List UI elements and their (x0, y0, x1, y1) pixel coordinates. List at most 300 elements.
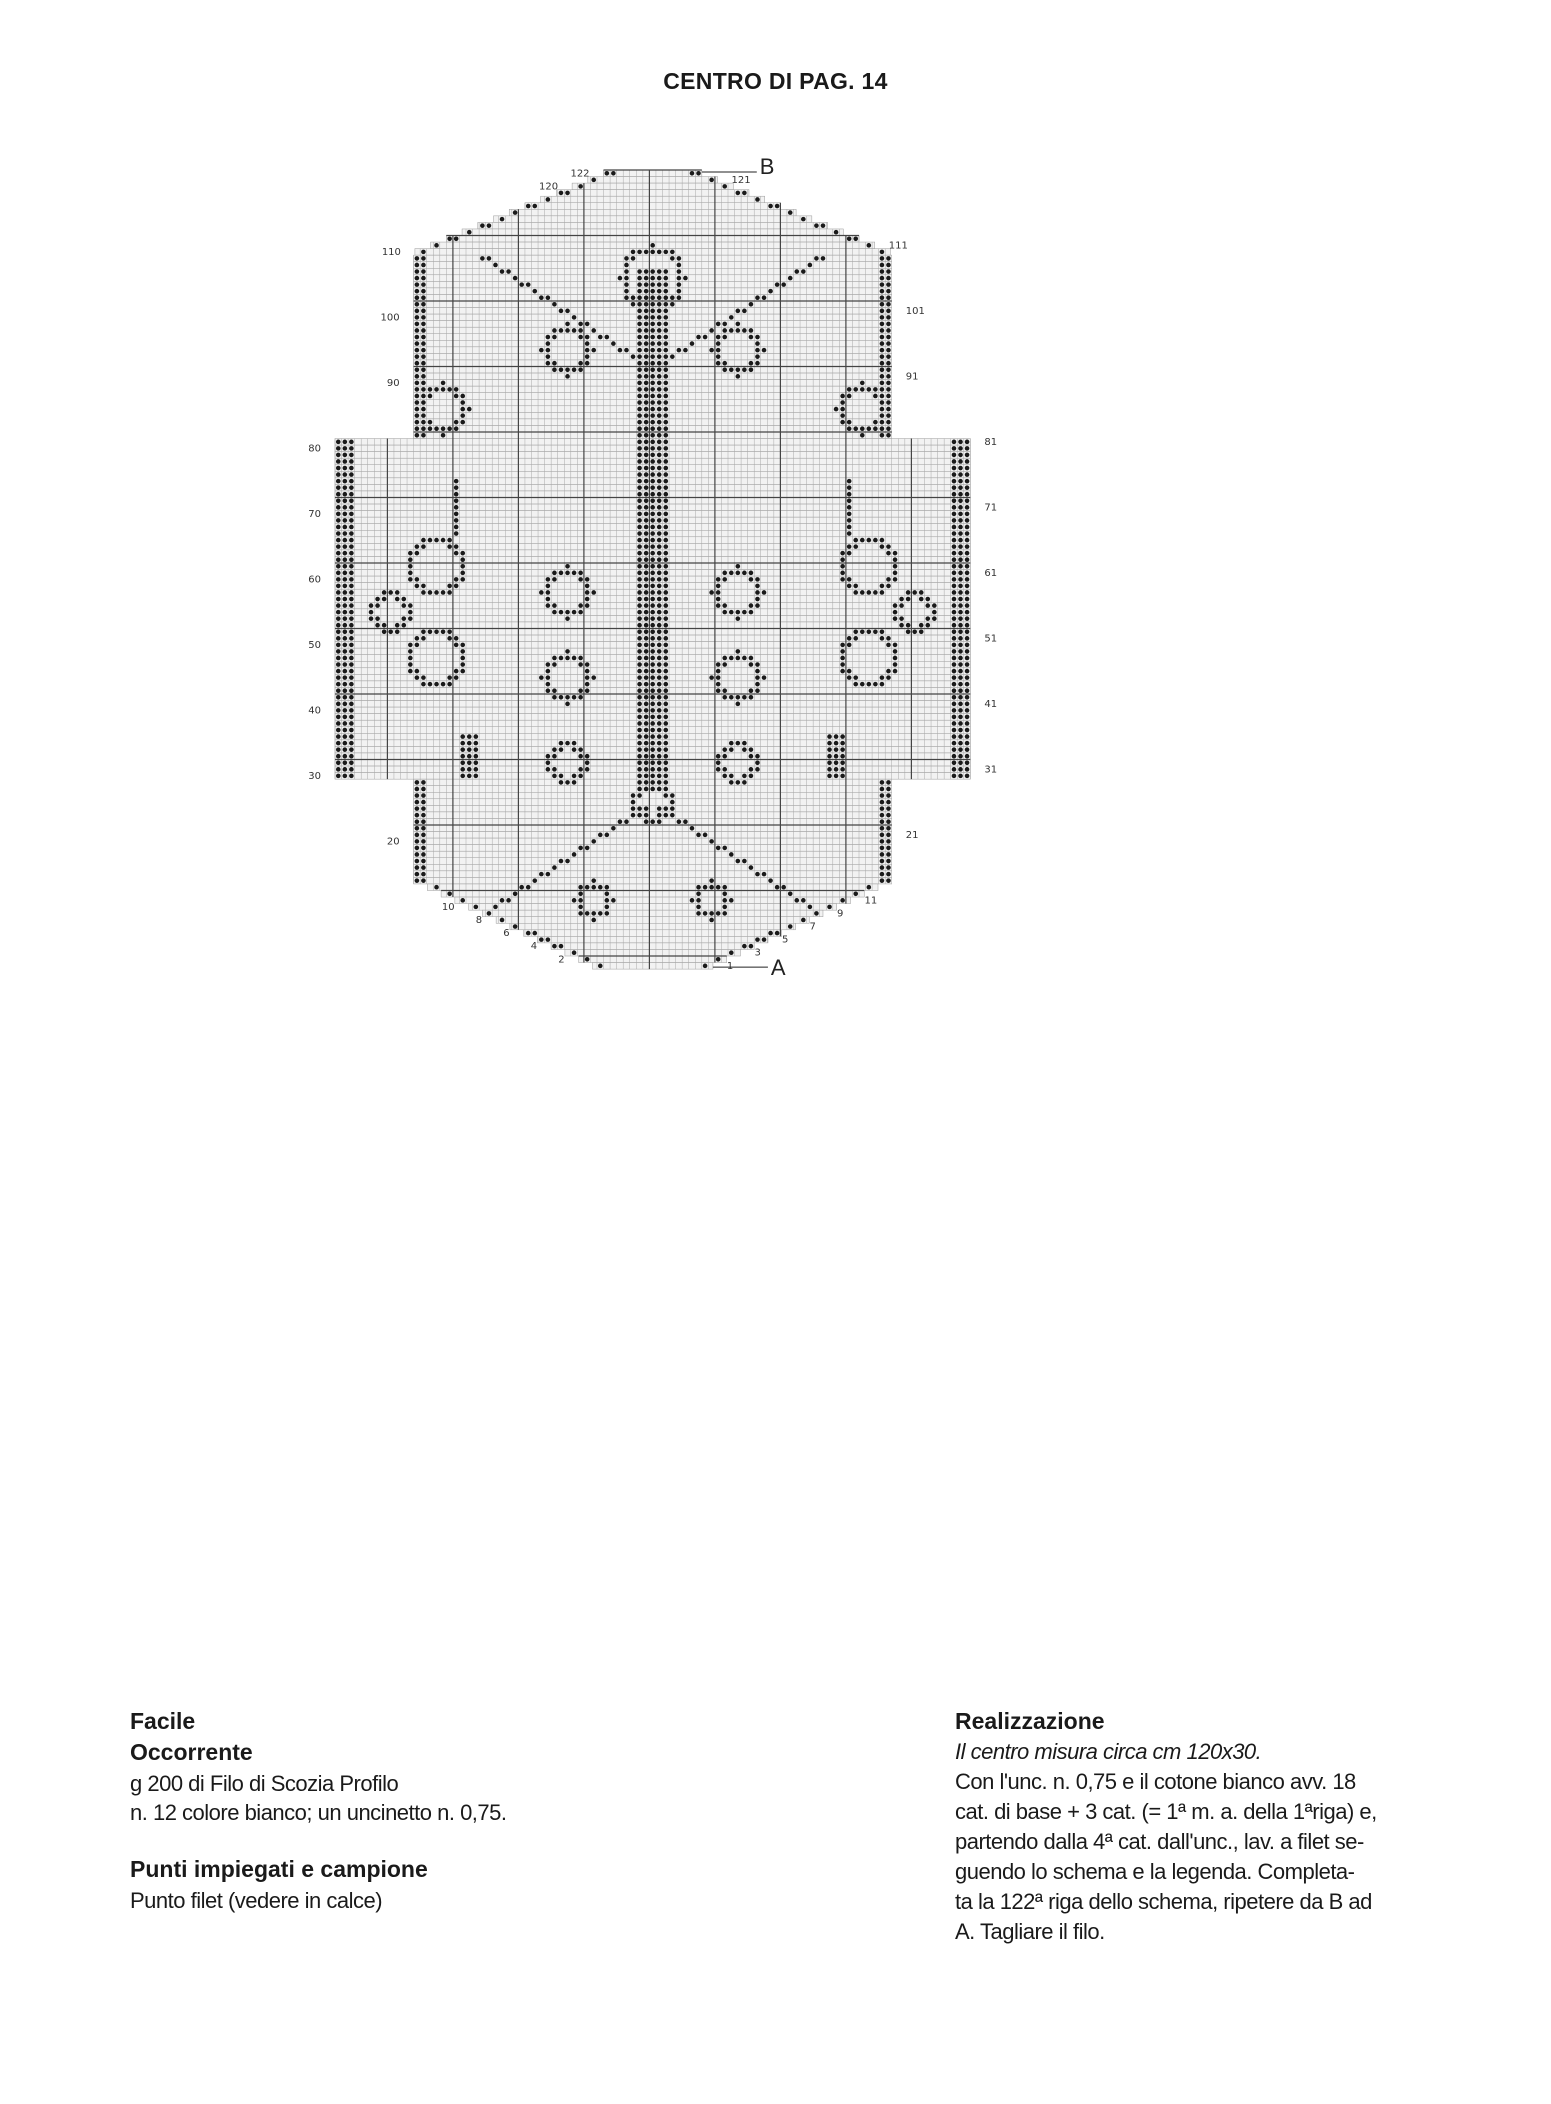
filled-cell-dot (349, 479, 354, 484)
filled-cell-dot (880, 780, 885, 785)
filled-cell-dot (637, 754, 642, 759)
filled-cell-dot (886, 263, 891, 268)
filled-cell-dot (709, 328, 714, 333)
filled-cell-dot (762, 590, 767, 595)
filled-cell-dot (663, 571, 668, 576)
filled-cell-dot (343, 531, 348, 536)
filled-cell-dot (650, 774, 655, 779)
filled-cell-dot (749, 571, 754, 576)
filled-cell-dot (343, 774, 348, 779)
filled-cell-dot (755, 662, 760, 667)
filled-cell-dot (893, 669, 898, 674)
filled-cell-dot (611, 171, 616, 176)
filled-cell-dot (605, 171, 610, 176)
filled-cell-dot (637, 394, 642, 399)
filled-cell-dot (952, 754, 957, 759)
filled-cell-dot (657, 590, 662, 595)
filled-cell-dot (637, 479, 642, 484)
filled-cell-dot (552, 944, 557, 949)
filled-cell-dot (644, 420, 649, 425)
filled-cell-dot (755, 341, 760, 346)
filled-cell-dot (847, 669, 852, 674)
filled-cell-dot (867, 426, 872, 431)
filled-cell-dot (343, 485, 348, 490)
filled-cell-dot (657, 466, 662, 471)
instructions-column (955, 1706, 1515, 1947)
filled-cell-dot (925, 616, 930, 621)
chart-row (496, 917, 809, 924)
filled-cell-dot (421, 394, 426, 399)
filled-cell-dot (880, 433, 885, 438)
filled-cell-dot (572, 898, 577, 903)
filled-cell-dot (644, 459, 649, 464)
filled-cell-dot (827, 774, 832, 779)
filled-cell-dot (637, 564, 642, 569)
filled-cell-dot (663, 629, 668, 634)
filled-cell-dot (749, 610, 754, 615)
filled-cell-dot (349, 760, 354, 765)
filled-cell-dot (552, 610, 557, 615)
chart-row (604, 170, 702, 177)
filled-cell-dot (565, 571, 570, 576)
filled-cell-dot (421, 859, 426, 864)
filled-cell-dot (650, 420, 655, 425)
filled-cell-dot (650, 276, 655, 281)
filled-cell-dot (415, 584, 420, 589)
filled-cell-dot (460, 577, 465, 582)
filled-cell-dot (421, 538, 426, 543)
filled-cell-dot (650, 492, 655, 497)
filled-cell-dot (677, 819, 682, 824)
instruction-line-4: guendo lo schema e la legenda. Completa- (955, 1858, 1355, 1884)
filled-cell-dot (650, 328, 655, 333)
filled-cell-dot (657, 498, 662, 503)
filled-cell-dot (696, 905, 701, 910)
filled-cell-dot (644, 525, 649, 530)
filled-cell-dot (611, 826, 616, 831)
filled-cell-dot (578, 688, 583, 693)
filled-cell-dot (474, 760, 479, 765)
filled-cell-dot (657, 289, 662, 294)
filled-cell-dot (958, 492, 963, 497)
filled-cell-dot (421, 590, 426, 595)
filled-cell-dot (893, 616, 898, 621)
filled-cell-dot (454, 485, 459, 490)
filled-cell-dot (657, 269, 662, 274)
filled-cell-dot (343, 466, 348, 471)
filled-cell-dot (421, 826, 426, 831)
filled-cell-dot (559, 780, 564, 785)
filled-cell-dot (349, 557, 354, 562)
filled-cell-dot (349, 498, 354, 503)
filled-cell-dot (637, 675, 642, 680)
filled-cell-dot (343, 518, 348, 523)
filled-cell-dot (434, 682, 439, 687)
filled-cell-dot (415, 813, 420, 818)
filled-cell-dot (624, 276, 629, 281)
filled-cell-dot (454, 426, 459, 431)
filled-cell-dot (840, 400, 845, 405)
filled-cell-dot (578, 905, 583, 910)
filled-cell-dot (349, 675, 354, 680)
filled-cell-dot (762, 872, 767, 877)
filled-cell-dot (663, 518, 668, 523)
filled-cell-dot (709, 675, 714, 680)
filled-cell-dot (696, 171, 701, 176)
filled-cell-dot (637, 289, 642, 294)
filled-cell-dot (460, 774, 465, 779)
filled-cell-dot (336, 446, 341, 451)
filled-cell-dot (716, 335, 721, 340)
filled-cell-dot (441, 381, 446, 386)
filled-cell-dot (644, 629, 649, 634)
filled-cell-dot (467, 774, 472, 779)
filled-cell-dot (722, 603, 727, 608)
filled-cell-dot (336, 518, 341, 523)
filled-cell-dot (343, 603, 348, 608)
filled-cell-dot (657, 446, 662, 451)
filled-cell-dot (716, 603, 721, 608)
filled-cell-dot (873, 538, 878, 543)
filled-cell-dot (755, 603, 760, 608)
filled-cell-dot (644, 282, 649, 287)
filled-cell-dot (952, 440, 957, 445)
filled-cell-dot (421, 793, 426, 798)
filled-cell-dot (631, 354, 636, 359)
filled-cell-dot (585, 669, 590, 674)
filled-cell-dot (415, 577, 420, 582)
filled-cell-dot (336, 656, 341, 661)
filled-cell-dot (663, 440, 668, 445)
filled-cell-dot (663, 361, 668, 366)
filled-cell-dot (749, 335, 754, 340)
filled-cell-dot (565, 564, 570, 569)
filled-cell-dot (421, 282, 426, 287)
filled-cell-dot (952, 616, 957, 621)
filled-cell-dot (460, 760, 465, 765)
filled-cell-dot (749, 944, 754, 949)
filled-cell-dot (722, 774, 727, 779)
filled-cell-dot (585, 348, 590, 353)
filled-cell-dot (415, 793, 420, 798)
filled-cell-dot (853, 584, 858, 589)
filled-cell-dot (375, 616, 380, 621)
filled-cell-dot (886, 420, 891, 425)
filled-cell-dot (382, 629, 387, 634)
filled-cell-dot (663, 387, 668, 392)
filled-cell-dot (690, 898, 695, 903)
filled-cell-dot (952, 623, 957, 628)
filled-cell-dot (853, 636, 858, 641)
row-number-label: 4 (530, 941, 538, 953)
filled-cell-dot (565, 741, 570, 746)
filled-cell-dot (827, 905, 832, 910)
filled-cell-dot (454, 492, 459, 497)
filled-cell-dot (644, 440, 649, 445)
filled-cell-dot (343, 505, 348, 510)
filled-cell-dot (827, 760, 832, 765)
filled-cell-dot (958, 702, 963, 707)
filled-cell-dot (336, 590, 341, 595)
filled-cell-dot (965, 734, 970, 739)
row-number-label: 11 (864, 895, 878, 907)
filled-cell-dot (421, 295, 426, 300)
filled-cell-dot (657, 250, 662, 255)
filled-cell-dot (958, 551, 963, 556)
filled-cell-dot (415, 309, 420, 314)
filled-cell-dot (578, 891, 583, 896)
filled-cell-dot (663, 682, 668, 687)
filled-cell-dot (958, 643, 963, 648)
filled-cell-dot (480, 223, 485, 228)
filled-cell-dot (886, 394, 891, 399)
filled-cell-dot (460, 551, 465, 556)
filled-cell-dot (703, 335, 708, 340)
filled-cell-dot (722, 322, 727, 327)
filled-cell-dot (650, 269, 655, 274)
row-number-label: 111 (888, 240, 908, 252)
filled-cell-dot (886, 826, 891, 831)
chart-row (469, 904, 837, 911)
row-number-label: 70 (308, 508, 321, 520)
chart-row (579, 956, 727, 963)
filled-cell-dot (349, 767, 354, 772)
filled-cell-dot (650, 767, 655, 772)
filled-cell-dot (663, 741, 668, 746)
filled-cell-dot (965, 675, 970, 680)
filled-cell-dot (572, 328, 577, 333)
filled-cell-dot (552, 571, 557, 576)
filled-cell-dot (349, 715, 354, 720)
filled-cell-dot (657, 557, 662, 562)
filled-cell-dot (336, 754, 341, 759)
filled-cell-dot (840, 741, 845, 746)
filled-cell-dot (958, 629, 963, 634)
filled-cell-dot (559, 328, 564, 333)
filled-cell-dot (925, 603, 930, 608)
chart-row (414, 851, 892, 858)
chart-row (414, 792, 892, 799)
filled-cell-dot (886, 400, 891, 405)
filled-cell-dot (650, 715, 655, 720)
filled-cell-dot (880, 361, 885, 366)
filled-cell-dot (716, 590, 721, 595)
filled-cell-dot (618, 819, 623, 824)
chart-row (537, 936, 768, 943)
filled-cell-dot (624, 269, 629, 274)
filled-cell-dot (749, 603, 754, 608)
filled-cell-dot (408, 564, 413, 569)
filled-cell-dot (965, 577, 970, 582)
marker-b-label: B (759, 154, 775, 179)
filled-cell-dot (729, 315, 734, 320)
filled-cell-dot (657, 433, 662, 438)
filled-cell-dot (965, 741, 970, 746)
filled-cell-dot (801, 269, 806, 274)
filled-cell-dot (421, 250, 426, 255)
filled-cell-dot (605, 911, 610, 916)
filled-cell-dot (775, 282, 780, 287)
filled-cell-dot (880, 295, 885, 300)
filled-cell-dot (585, 335, 590, 340)
filled-cell-dot (460, 407, 465, 412)
filled-cell-dot (657, 459, 662, 464)
filled-cell-dot (343, 557, 348, 562)
filled-cell-dot (663, 636, 668, 641)
filled-cell-dot (637, 623, 642, 628)
filled-cell-dot (605, 833, 610, 838)
filled-cell-dot (952, 531, 957, 536)
filled-cell-dot (847, 636, 852, 641)
filled-cell-dot (460, 571, 465, 576)
filled-cell-dot (650, 590, 655, 595)
filled-cell-dot (657, 715, 662, 720)
filled-cell-dot (349, 610, 354, 615)
filled-cell-dot (428, 538, 433, 543)
filled-cell-dot (880, 839, 885, 844)
filled-cell-dot (952, 741, 957, 746)
filled-cell-dot (657, 675, 662, 680)
filled-cell-dot (644, 643, 649, 648)
filled-cell-dot (952, 453, 957, 458)
row-number-label: 10 (441, 901, 455, 913)
filled-cell-dot (965, 590, 970, 595)
filled-cell-dot (578, 335, 583, 340)
filled-cell-dot (454, 669, 459, 674)
filled-cell-dot (742, 774, 747, 779)
filled-cell-dot (591, 328, 596, 333)
filled-cell-dot (559, 309, 564, 314)
filled-cell-dot (578, 184, 583, 189)
filled-cell-dot (637, 505, 642, 510)
filled-cell-dot (421, 780, 426, 785)
filled-cell-dot (925, 597, 930, 602)
filled-cell-dot (650, 629, 655, 634)
filled-cell-dot (644, 682, 649, 687)
filled-cell-dot (565, 695, 570, 700)
filled-cell-dot (663, 610, 668, 615)
filled-cell-dot (886, 387, 891, 392)
filled-cell-dot (552, 302, 557, 307)
filled-cell-dot (460, 394, 465, 399)
filled-cell-dot (650, 335, 655, 340)
filled-cell-dot (539, 590, 544, 595)
filled-cell-dot (644, 472, 649, 477)
filled-cell-dot (657, 682, 662, 687)
filled-cell-dot (965, 721, 970, 726)
filled-cell-dot (749, 865, 754, 870)
filled-cell-dot (729, 780, 734, 785)
filled-cell-dot (487, 256, 492, 261)
filled-cell-dot (860, 590, 865, 595)
filled-cell-dot (336, 525, 341, 530)
chart-row (414, 877, 892, 884)
filled-cell-dot (644, 335, 649, 340)
filled-cell-dot (637, 669, 642, 674)
filled-cell-dot (487, 911, 492, 916)
filled-cell-dot (650, 728, 655, 733)
filled-cell-dot (585, 885, 590, 890)
filled-cell-dot (637, 538, 642, 543)
filled-cell-dot (716, 767, 721, 772)
filled-cell-dot (722, 328, 727, 333)
filled-cell-dot (637, 531, 642, 536)
filled-cell-dot (762, 937, 767, 942)
filled-cell-dot (369, 610, 374, 615)
filled-cell-dot (709, 590, 714, 595)
filled-cell-dot (349, 459, 354, 464)
filled-cell-dot (880, 420, 885, 425)
filled-cell-dot (663, 433, 668, 438)
filled-cell-dot (886, 675, 891, 680)
filled-cell-dot (336, 643, 341, 648)
filled-cell-dot (749, 662, 754, 667)
filled-cell-dot (546, 348, 551, 353)
filled-cell-dot (709, 911, 714, 916)
filled-cell-dot (886, 800, 891, 805)
filled-cell-dot (663, 381, 668, 386)
filled-cell-dot (663, 250, 668, 255)
filled-cell-dot (336, 584, 341, 589)
chart-row (414, 805, 892, 812)
filled-cell-dot (644, 662, 649, 667)
filled-cell-dot (965, 649, 970, 654)
filled-cell-dot (657, 708, 662, 713)
filled-cell-dot (663, 538, 668, 543)
filled-cell-dot (755, 577, 760, 582)
filled-cell-dot (657, 472, 662, 477)
filled-cell-dot (585, 322, 590, 327)
filled-cell-dot (899, 597, 904, 602)
filled-cell-dot (736, 571, 741, 576)
filled-cell-dot (722, 335, 727, 340)
filled-cell-dot (716, 322, 721, 327)
filled-cell-dot (644, 407, 649, 412)
filled-cell-dot (343, 446, 348, 451)
filled-cell-dot (663, 728, 668, 733)
filled-cell-dot (722, 656, 727, 661)
filled-cell-dot (880, 413, 885, 418)
filled-cell-dot (434, 387, 439, 392)
filled-cell-dot (546, 361, 551, 366)
filled-cell-dot (788, 924, 793, 929)
filled-cell-dot (644, 394, 649, 399)
filled-cell-dot (605, 898, 610, 903)
filled-cell-dot (650, 341, 655, 346)
filled-cell-dot (585, 662, 590, 667)
filled-cell-dot (637, 453, 642, 458)
filled-cell-dot (585, 361, 590, 366)
filled-cell-dot (893, 656, 898, 661)
filled-cell-dot (709, 918, 714, 923)
chart-row (414, 812, 892, 819)
filled-cell-dot (343, 636, 348, 641)
filled-cell-dot (886, 793, 891, 798)
filled-cell-dot (834, 407, 839, 412)
filled-cell-dot (886, 413, 891, 418)
filled-cell-dot (958, 577, 963, 582)
filled-cell-dot (644, 649, 649, 654)
filled-cell-dot (434, 629, 439, 634)
filled-cell-dot (663, 269, 668, 274)
filled-cell-dot (644, 577, 649, 582)
filled-cell-dot (847, 518, 852, 523)
stitches-heading: Punti impiegati e campione (130, 1856, 428, 1883)
filled-cell-dot (965, 695, 970, 700)
filled-cell-dot (349, 590, 354, 595)
filled-cell-dot (637, 472, 642, 477)
filled-cell-dot (742, 656, 747, 661)
